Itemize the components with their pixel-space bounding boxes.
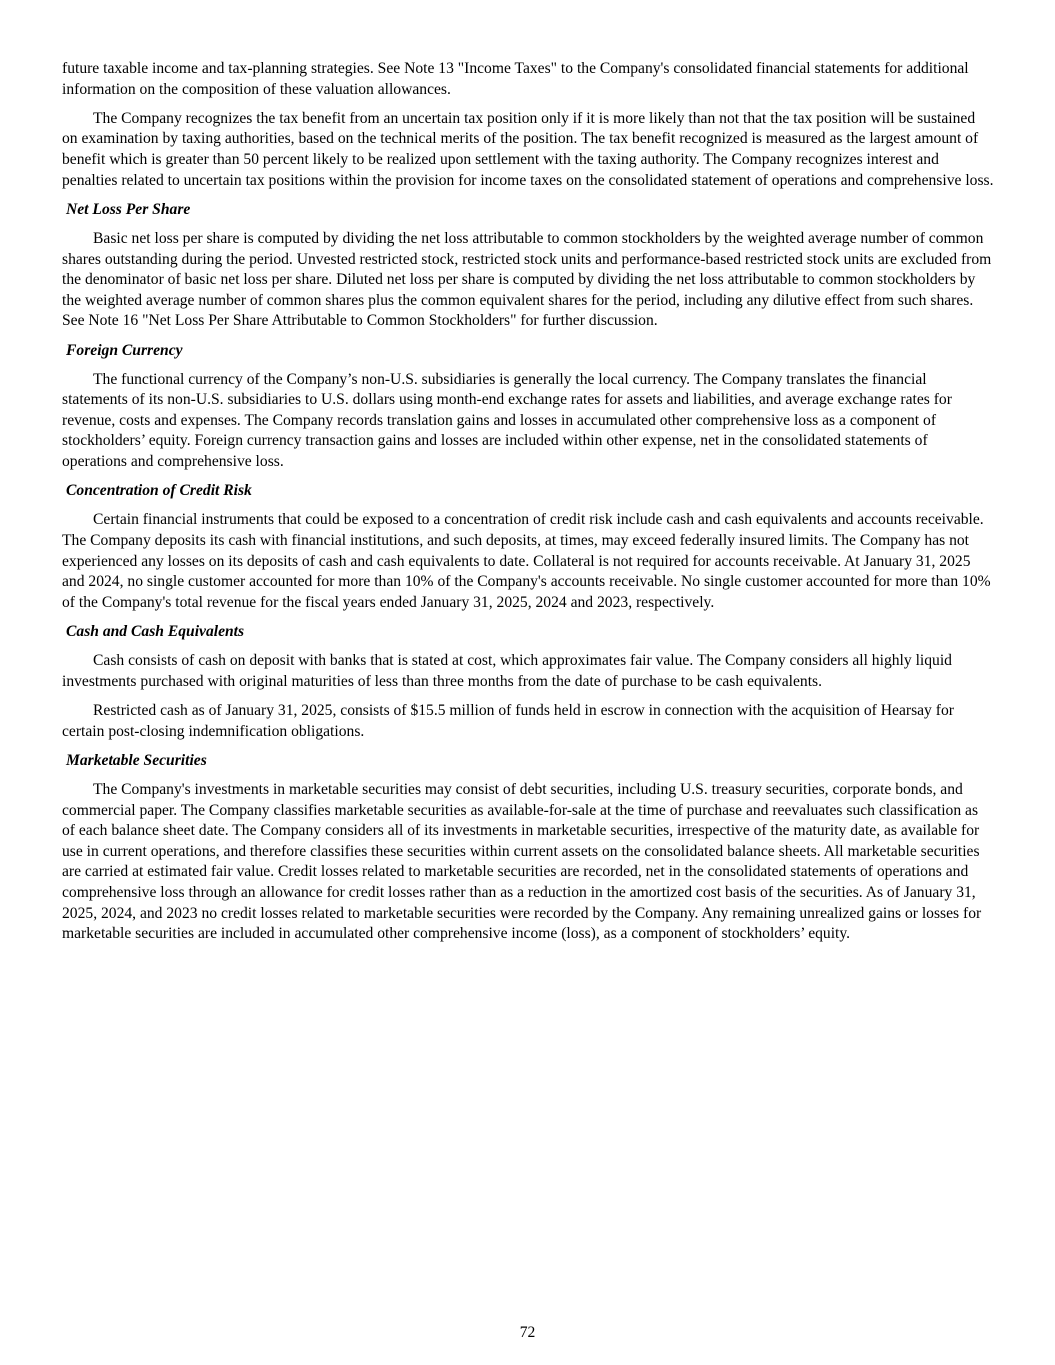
heading-foreign-currency: Foreign Currency [66, 341, 183, 359]
paragraph-restricted-cash: Restricted cash as of January 31, 2025, consists of $15.5 million of funds held in escrow in connection with the acquisition of Hearsay for certain post-closing indemnification obligations. [62, 701, 954, 740]
document-body [62, 59, 994, 953]
paragraph-foreign-currency: The functional currency of the Company’s non-U.S. subsidiaries is generally the local currency. The Company translates the financial statements of its non-U.S. subsidiaries to U.S. dollars using month-end exchange rates for assets and liabilities, and average exchange rates for revenue, costs and expenses. The Company records translation gains and losses in accumulated other comprehensive loss as a component of stockholders’ equity. Foreign currency transaction gains and losses are included within other expense, net in the consolidated statements of operations and comprehensive loss. [62, 370, 952, 471]
heading-cash-and-cash-equivalents: Cash and Cash Equivalents [66, 623, 245, 640]
paragraph-valuation-allowances: future taxable income and tax-planning strategies. See Note 13 "Income Taxes" to the Company's consolidated financial statements for additional information on the composition of these valuation allowances. [62, 60, 969, 98]
heading-net-loss-per-share: Net Loss Per Share [66, 200, 191, 218]
paragraph-cash-equivalents: Cash consists of cash on deposit with banks that is stated at cost, which approximates fair value. The Company considers all highly liquid investments purchased with original maturities of less than three months from the date of purchase to be cash equivalents. [62, 652, 952, 690]
heading-concentration-of-credit-risk: Concentration of Credit Risk [66, 482, 252, 500]
paragraph-marketable-securities: The Company's investments in marketable securities may consist of debt securities, including U.S. treasury securities, corporate bonds, and commercial paper. The Company classifies marketable securities as available-for-sale at the time of purchase and reevaluates such classification as of each balance sheet date. The Company considers all of its investments in marketable securities, irrespective of the maturity date, as available for use in current operations, and therefore classifies these securities within current assets on the consolidated balance sheets. All marketable securities are carried at estimated fair value. Credit losses related to marketable securities are recorded, net in the consolidated statements of operations and comprehensive loss through an allowance for credit losses rather than as a reduction in the amortized cost basis of the securities. As of January 31, 2025, 2024, and 2023 no credit losses related to marketable securities were recorded by the Company. Any remaining unrealized gains or losses for marketable securities are included in accumulated other comprehensive income (loss), as a component of stockholders’ equity. [62, 780, 982, 943]
paragraph-net-loss-per-share: Basic net loss per share is computed by dividing the net loss attributable to common stockholders by the weighted average number of common shares outstanding during the period. Unvested restricted stock, restricted stock units and performance-based restricted stock units are excluded from the denominator of basic net loss per share. Diluted net loss per share is computed by dividing the net loss attributable to common stockholders by the weighted average number of common shares plus the common equivalent shares for the period, including any dilutive effect from such shares. See Note 16 "Net Loss Per Share Attributable to Common Stockholders" for further discussion. [62, 229, 992, 330]
page-number: 72 [519, 1324, 536, 1341]
heading-marketable-securities: Marketable Securities [66, 751, 207, 769]
paragraph-concentration-of-credit-risk: Certain financial instruments that could be exposed to a concentration of credit risk include cash and cash equivalents and accounts receivable. The Company deposits its cash with financial institutions, and such deposits, at times, may exceed federally insured limits. The Company has not experienced any losses on its deposits of cash and cash equivalents to date. Collateral is not required for accounts receivable. At January 31, 2025 and 2024, no single customer accounted for more than 10% of the Company's accounts receivable. No single customer accounted for more than 10% of the Company's total revenue for the fiscal years ended January 31, 2025, 2024 and 2023, respectively. [62, 511, 991, 611]
paragraph-uncertain-tax-positions: The Company recognizes the tax benefit from an uncertain tax position only if it is more likely than not that the tax position will be sustained on examination by taxing authorities, based on the technical merits of the position. The tax benefit recognized is measured as the largest amount of benefit which is greater than 50 percent likely to be realized upon settlement with the taxing authority. The Company recognizes interest and penalties related to uncertain tax positions within the provision for income taxes on the consolidated statement of operations and comprehensive loss. [62, 109, 994, 189]
